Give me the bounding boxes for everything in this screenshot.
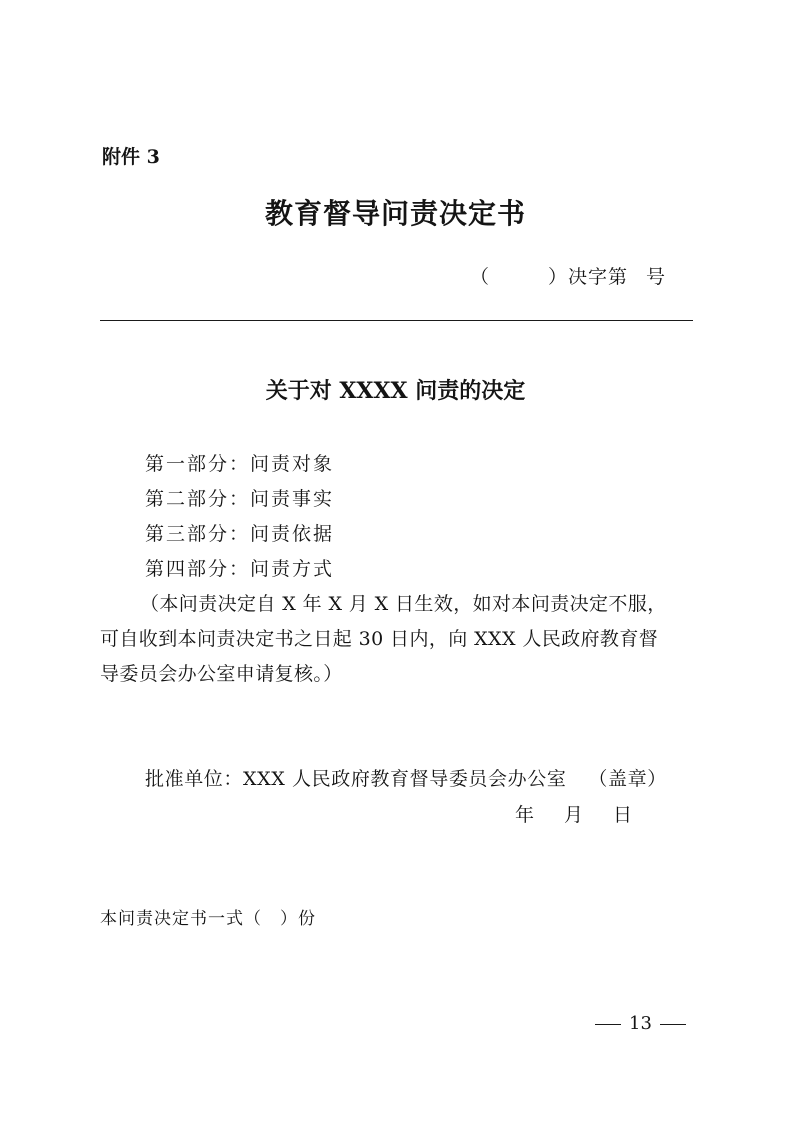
approval-unit — [145, 764, 667, 791]
reference-number — [470, 262, 666, 289]
section-item-accountability-facts: 第二部分：问责事实 — [145, 488, 335, 510]
ref-decision-label: ）决字第 — [548, 266, 629, 288]
date-year: 年 — [515, 804, 535, 826]
seal-note: （盖章） — [588, 768, 667, 790]
notice-line-3: 导委员会办公室申请复核。） — [100, 663, 343, 685]
document-title: 教育督导问责决定书 — [264, 197, 526, 230]
decision-title: 关于对 XXXX 问责的决定 — [265, 378, 526, 404]
section-item-accountability-target: 第一部分：问责对象 — [145, 453, 335, 475]
ref-open-paren: （ — [470, 266, 491, 288]
notice-line-1: （本问责决定自 X 年 X 月 X 日生效，如对本问责决定不服， — [140, 593, 667, 615]
copies-suffix: ）份 — [280, 909, 316, 929]
notice-line-2: 可自收到本问责决定书之日起 30 日内，向 XXX 人民政府教育督 — [100, 628, 659, 650]
page-number-value: 13 — [629, 1013, 652, 1034]
copies-note — [100, 904, 316, 929]
header-divider — [100, 320, 693, 321]
approval-unit-label: 批准单位：XXX 人民政府教育督导委员会办公室 — [145, 768, 567, 790]
page-number — [595, 1013, 686, 1034]
copies-prefix: 本问责决定书一式（ — [100, 909, 262, 929]
date-day: 日 — [613, 804, 633, 826]
page-number-dash-left — [595, 1024, 621, 1025]
section-item-accountability-basis: 第三部分：问责依据 — [145, 523, 335, 545]
section-item-accountability-method: 第四部分：问责方式 — [145, 558, 335, 580]
date-month: 月 — [564, 804, 584, 826]
ref-number-suffix: 号 — [646, 266, 667, 288]
date-line — [515, 800, 632, 827]
page-number-dash-right — [660, 1024, 686, 1025]
attachment-label: 附件 3 — [102, 146, 160, 168]
